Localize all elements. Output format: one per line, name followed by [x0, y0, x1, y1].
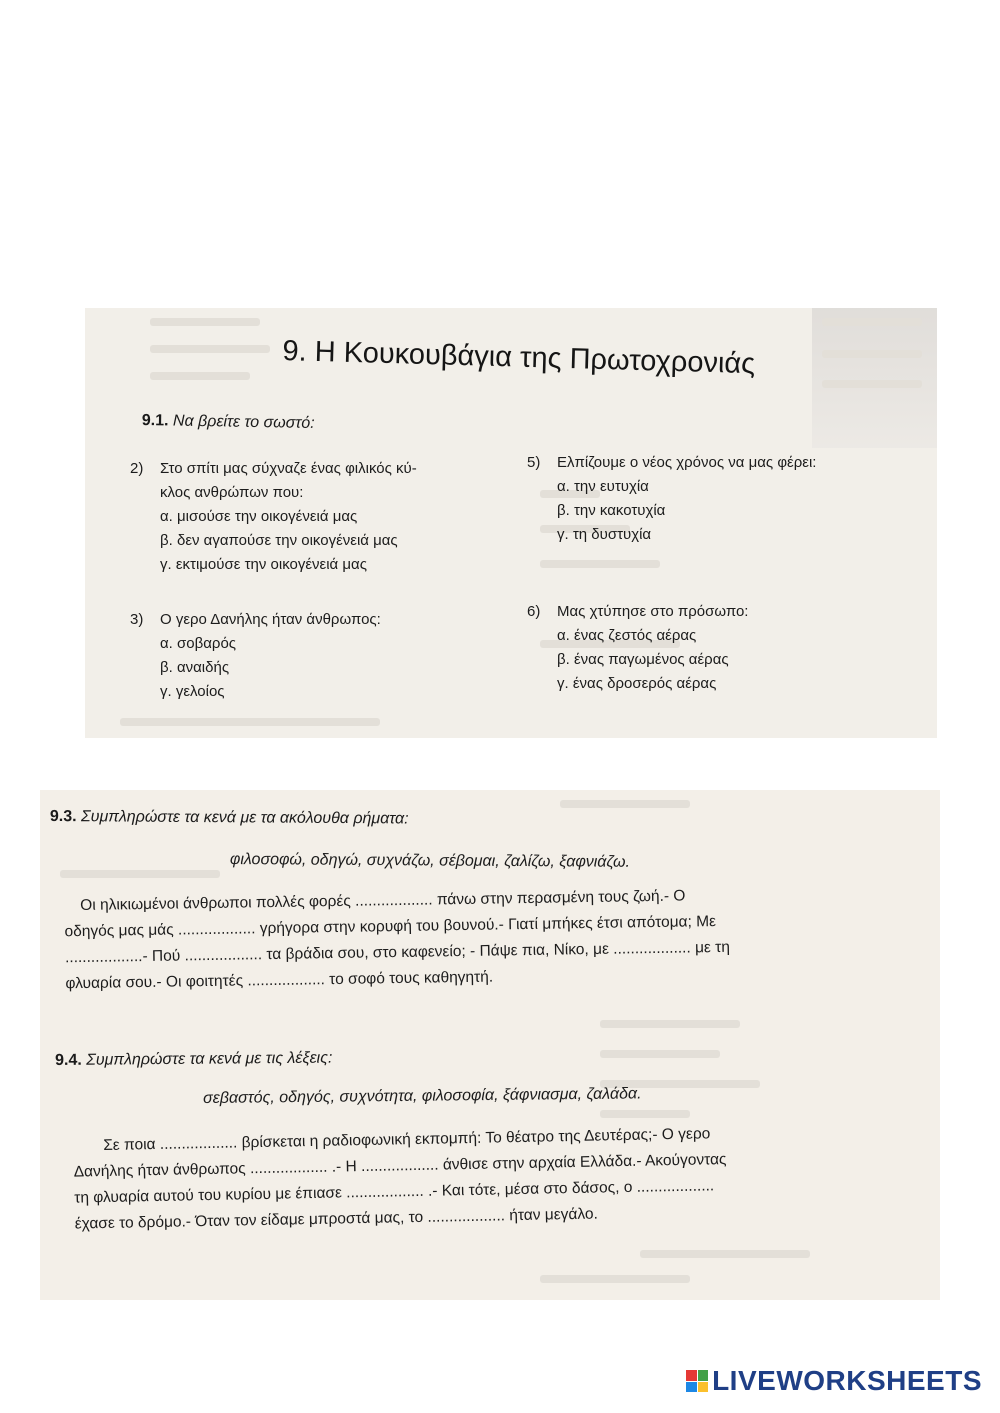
- question-stem: Ο γερο Δανήλης ήταν άνθρωπος:: [160, 611, 381, 628]
- liveworksheets-logo-icon: [686, 1370, 708, 1392]
- exercise-9-3-heading: [50, 808, 409, 829]
- exercise-instruction: Συμπληρώστε τα κενά με τις λέξεις:: [86, 1049, 333, 1069]
- word-bank-nouns: σεβαστός, οδηγός, συχνότητα, φιλοσοφία, ξάφνιασμα, ζαλάδα.: [203, 1085, 642, 1107]
- bleed-through-mark: [120, 718, 380, 726]
- brand-name: LIVEWORKSHEETS: [712, 1365, 982, 1396]
- fill-blanks-paragraph-9-4: [73, 1121, 728, 1237]
- question-3: [130, 608, 381, 704]
- bleed-through-mark: [150, 345, 270, 353]
- question-number: 5): [527, 454, 541, 471]
- bleed-through-mark: [600, 1110, 690, 1118]
- exercise-number: 9.4.: [55, 1051, 82, 1069]
- word-bank-verbs: φιλοσοφώ, οδηγώ, συχνάζω, σέβομαι, ζαλίζω, ξαφνιάζω.: [229, 851, 631, 871]
- bleed-through-mark: [150, 318, 260, 326]
- question-stem: Ελπίζουμε ο νέος χρόνος να μας φέρει:: [557, 454, 817, 471]
- bleed-through-mark: [540, 1275, 690, 1283]
- chapter-title: 9. Η Κουκουβάγια της Πρωτοχρονιάς: [282, 335, 756, 381]
- option-c[interactable]: γ. τη δυστυχία: [557, 526, 652, 543]
- bleed-through-mark: [560, 800, 690, 808]
- paragraph-line[interactable]: ..................- Πού .................. τα βράδια σου, στο καφενείο; - Πάψε πια, Νίκο, με .................. με τη: [64, 938, 731, 967]
- question-stem: Μας χτύπησε στο πρόσωπο:: [557, 603, 749, 620]
- question-stem-continued: κλος ανθρώπων που:: [160, 484, 304, 501]
- option-b[interactable]: β. ένας παγωμένος αέρας: [557, 651, 729, 668]
- logo-square-green: [698, 1370, 709, 1381]
- option-b[interactable]: β. την κακοτυχία: [557, 502, 666, 519]
- option-c[interactable]: γ. γελοίος: [160, 683, 225, 700]
- bleed-through-mark: [822, 380, 922, 388]
- bleed-through-mark: [60, 870, 220, 878]
- liveworksheets-logo: [686, 1365, 982, 1397]
- option-c[interactable]: γ. εκτιμούσε την οικογένειά μας: [160, 556, 367, 573]
- question-2: [130, 457, 417, 577]
- question-6: [527, 600, 748, 696]
- option-c[interactable]: γ. ένας δροσερός αέρας: [557, 675, 717, 692]
- bleed-through-shadow: [812, 308, 937, 448]
- bleed-through-mark: [600, 1050, 720, 1058]
- question-number: 3): [130, 611, 144, 628]
- option-a[interactable]: α. την ευτυχία: [557, 478, 649, 495]
- exercise-9-4-heading: [55, 1050, 332, 1070]
- option-a[interactable]: α. ένας ζεστός αέρας: [557, 627, 697, 644]
- logo-square-yellow: [698, 1382, 709, 1393]
- paragraph-line[interactable]: οδηγός μας μάς .................. γρήγορα στην κορυφή του βουνού.- Γιατί μπήκες έτσι απότομα; Με: [64, 913, 717, 941]
- paragraph-line[interactable]: έχασε το δρόμο.- Όταν τον είδαμε μπροστά μας, το .................. ήταν μεγάλο.: [74, 1205, 598, 1233]
- question-number: 6): [527, 603, 541, 620]
- option-a[interactable]: α. μισούσε την οικογένειά μας: [160, 508, 358, 525]
- paragraph-line[interactable]: Σε ποια .................. βρίσκεται η ραδιοφωνική εκπομπή: Το θέατρο της Δευτέρας;- Ο γερο: [103, 1125, 711, 1154]
- fill-blanks-paragraph-9-3: [64, 883, 731, 997]
- exercise-number: 9.1.: [141, 412, 169, 430]
- bleed-through-mark: [640, 1250, 810, 1258]
- question-5: [527, 451, 816, 547]
- bleed-through-mark: [540, 560, 660, 568]
- bleed-through-mark: [150, 372, 250, 380]
- option-b[interactable]: β. αναιδής: [160, 659, 230, 676]
- exercise-instruction: Συμπληρώστε τα κενά με τα ακόλουθα ρήματα:: [81, 808, 409, 828]
- exercise-instruction: Να βρείτε το σωστό:: [172, 412, 315, 433]
- bleed-through-mark: [600, 1020, 740, 1028]
- option-a[interactable]: α. σοβαρός: [160, 635, 237, 652]
- paragraph-line[interactable]: τη φλυαρία αυτού του κυρίου με έπιασε .................. .- Και τότε, μέσα στο δάσος, ο ..................: [74, 1177, 715, 1207]
- paragraph-line[interactable]: Δανήλης ήταν άνθρωπος .................. .- Η .................. άνθισε στην αρχαία Ελλάδα.- Ακούγοντας: [73, 1151, 727, 1181]
- question-number: 2): [130, 460, 144, 477]
- logo-square-blue: [686, 1382, 697, 1393]
- exercise-9-1-heading: [142, 412, 315, 433]
- bleed-through-mark: [822, 318, 922, 326]
- question-stem: Στο σπίτι μας σύχναζε ένας φιλικός κύ-: [160, 460, 417, 477]
- paragraph-line[interactable]: φλυαρία σου.- Οι φοιτητές .................. το σοφό τους καθηγητή.: [65, 968, 494, 993]
- option-b[interactable]: β. δεν αγαπούσε την οικογένειά μας: [160, 532, 398, 549]
- paragraph-line[interactable]: Οι ηλικιωμένοι άνθρωποι πολλές φορές .................. πάνω στην περασμένη τους ζωή.- Ο: [80, 887, 686, 914]
- exercise-number: 9.3.: [49, 808, 77, 826]
- logo-square-red: [686, 1370, 697, 1381]
- bleed-through-mark: [822, 350, 922, 358]
